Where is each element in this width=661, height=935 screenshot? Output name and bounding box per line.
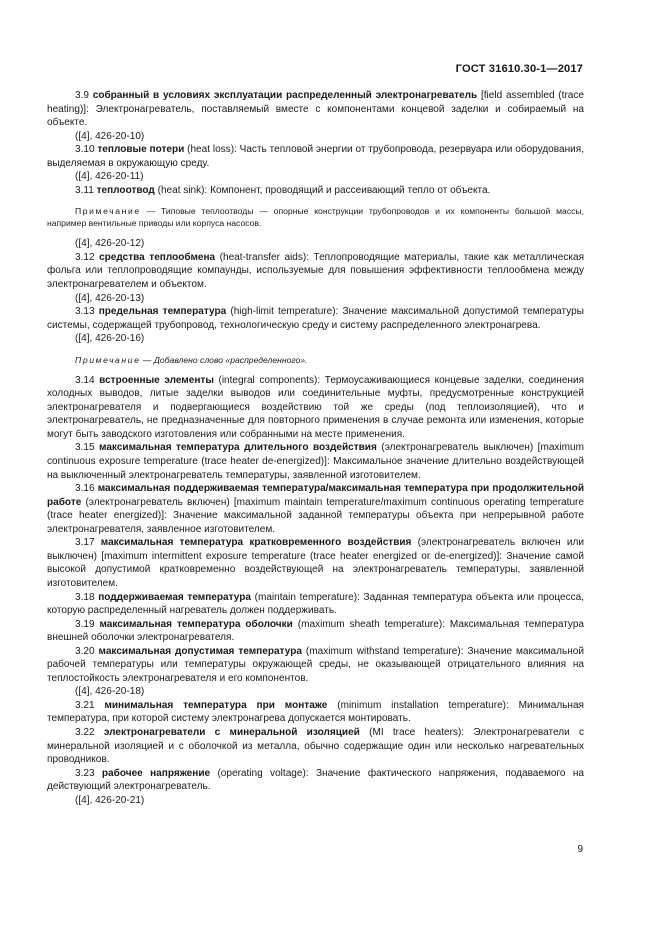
definition-text: (minimum installation temperature): Минимальная температура, при которой систему электронагрева допускается монтировать. <box>47 699 584 725</box>
definition-paragraph <box>47 767 584 794</box>
definition-text: (maximum withstand temperature): Значение максимальной рабочей температуры или температуры окружающей среды, не оказывающей отрицательного влияния на теплостойкость электронагревателя и его компонентов. <box>47 645 584 684</box>
definition-text: (high-limit temperature): Значение максимальной допустимой температуры системы, содержащей трубопровод, технологическую среду и систему распределенного электронагрева. <box>47 306 584 331</box>
defined-term: тепловые потери <box>97 144 185 156</box>
note-text: Типовые теплоотводы — опорные конструкции трубопроводов и их компоненты большой массы, например вентильные приводы или корпуса насосов. <box>47 206 584 229</box>
definition-paragraph <box>47 143 584 170</box>
clause-number: 3.22 <box>75 726 95 738</box>
definition-paragraph <box>47 184 584 198</box>
definition-text: (heat-transfer aids): Теплопроводящие материалы, такие как металлическая фольга или теплопроводящие компаунды, используемые для повышения эффективности теплообмена между электронагревателем и объектом. <box>47 251 585 291</box>
clause-number: 3.13 <box>75 306 95 318</box>
defined-term: электронагреватели с минеральной изоляцией <box>103 726 360 738</box>
clause-number: 3.11 <box>75 184 94 196</box>
definition-paragraph <box>47 251 584 292</box>
definition-paragraph <box>47 645 584 686</box>
clause-number: 3.9 <box>75 90 89 101</box>
note-dash: — <box>140 354 154 365</box>
definition-paragraph <box>47 482 584 536</box>
clause-number: 3.19 <box>75 618 95 630</box>
definition-paragraph <box>47 726 584 767</box>
definition-paragraph <box>47 618 584 645</box>
note-paragraph <box>47 205 584 229</box>
definition-text: (MI trace heaters): Электронагреватели с минеральной изоляцией и с оболочкой из металла, обычно содержащие один или несколько нагревательных проводников. <box>47 726 584 766</box>
clause-number: 3.21 <box>75 699 95 711</box>
definition-paragraph <box>47 591 584 618</box>
definition-text: [field assembled (trace heating)]: Электронагреватель, поставляемый вместе с компонентами концевой заделки и собираемый на объекте. <box>47 90 584 129</box>
note-label: Примечание <box>75 354 141 365</box>
defined-term: максимальная температура кратковременного воздействия <box>100 537 412 549</box>
source-reference: ([4], 426-20-21) <box>75 794 145 806</box>
defined-term: минимальная температура при монтаже <box>104 699 328 711</box>
defined-term: максимальная допустимая температура <box>98 645 302 657</box>
definition-paragraph <box>47 441 584 482</box>
definition-text: (maintain temperature): Заданная температура объекта или процесса, которую распределенный нагреватель должен поддерживать. <box>47 591 584 617</box>
document-body <box>47 89 584 807</box>
defined-term: максимальная температура оболочки <box>99 618 293 630</box>
defined-term: встроенные элементы <box>99 374 214 386</box>
definition-paragraph <box>47 699 584 726</box>
defined-term: рабочее напряжение <box>101 767 211 779</box>
definition-text: (электронагреватель включен или выключен) [maximum intermittent exposure temperature (trace heater energized or de-energized)]: Значение самой высокой допустимой кратковременно воздействующей на электронагреватель температуры, заявленной изготовителем. <box>47 537 584 589</box>
definition-text: (integral components): Термоусаживающиеся концевые заделки, соединения холодных выводов, литые заделки выводов или соединительные муфты, предусмотренные конструкцией электронагревателя и подвергающиеся воздействию той же среды (под теплоизоляцией), что и электронагреватель, не предназначенные для повторного применения в случае ремонта или изменения, которые могут быть заводского изготовления или собранными на месте применения. <box>47 374 585 440</box>
note-dash: — <box>140 206 162 217</box>
defined-term: максимальная температура длительного воздействия <box>99 442 377 454</box>
definition-text: (электронагреватель включен) [maximum maintain temperature/maximum continuous operating temperature (trace heater energized)]: Значение максимальной заданной температуры объекта при непрерывной работе электронагревателя, заявленное изготовителем. <box>47 496 584 535</box>
source-reference: ([4], 426-20-16) <box>75 333 145 345</box>
defined-term: поддерживаемая температура <box>98 591 251 603</box>
definition-paragraph <box>47 374 584 442</box>
clause-number: 3.16 <box>75 483 95 495</box>
clause-number: 3.17 <box>75 537 95 549</box>
definition-text: (maximum sheath temperature): Максимальная температура внешней оболочки электронагревателя. <box>47 618 584 644</box>
clause-number: 3.15 <box>75 442 95 454</box>
defined-term: предельная температура <box>98 306 227 318</box>
note-text: Добавлено слово «распределенного». <box>153 354 308 365</box>
definition-paragraph <box>47 89 584 130</box>
clause-number: 3.18 <box>75 591 95 603</box>
clause-number: 3.14 <box>75 374 95 386</box>
defined-term: теплоотвод <box>96 184 155 196</box>
definition-paragraph <box>47 305 584 332</box>
definition-text: (heat sink): Компонент, проводящий и рассеивающий тепло от объекта. <box>154 184 491 196</box>
source-reference: ([4], 426-20-18) <box>75 686 145 698</box>
clause-number: 3.20 <box>75 645 95 657</box>
defined-term: максимальная поддерживаемая температура/максимальная температура при продолжительной работе <box>47 483 584 508</box>
page-number: 9 <box>577 844 583 855</box>
standard-id-header: ГОСТ 31610.30-1—2017 <box>455 63 583 75</box>
source-reference: ([4], 426-20-13) <box>75 292 145 304</box>
clause-number: 3.12 <box>75 251 95 263</box>
definition-paragraph <box>47 536 584 590</box>
source-reference: ([4], 426-20-11) <box>75 171 144 183</box>
defined-term: средства теплообмена <box>99 251 216 263</box>
source-reference: ([4], 426-20-10) <box>75 130 145 142</box>
definition-text: (operating voltage): Значение фактического напряжения, подаваемого на действующий электронагреватель. <box>47 767 584 793</box>
clause-number: 3.10 <box>75 144 95 156</box>
source-reference: ([4], 426-20-12) <box>75 238 145 250</box>
definition-text: (heat loss): Часть тепловой энергии от трубопровода, резервуара или оборудования, выделяемая в окружающую среду. <box>47 144 584 169</box>
note-paragraph <box>47 354 584 366</box>
defined-term: собранный в условиях эксплуатации распределенный электронагреватель <box>92 90 478 101</box>
clause-number: 3.23 <box>75 767 95 779</box>
definition-text: (электронагреватель выключен) [maximum continuous exposure temperature (trace heater de-energized)]: Максимальное значение длительно воздействующей на выключенный электронагреватель температуры, заявленной изготовителем. <box>47 442 584 481</box>
note-label: Примечание <box>75 206 141 217</box>
